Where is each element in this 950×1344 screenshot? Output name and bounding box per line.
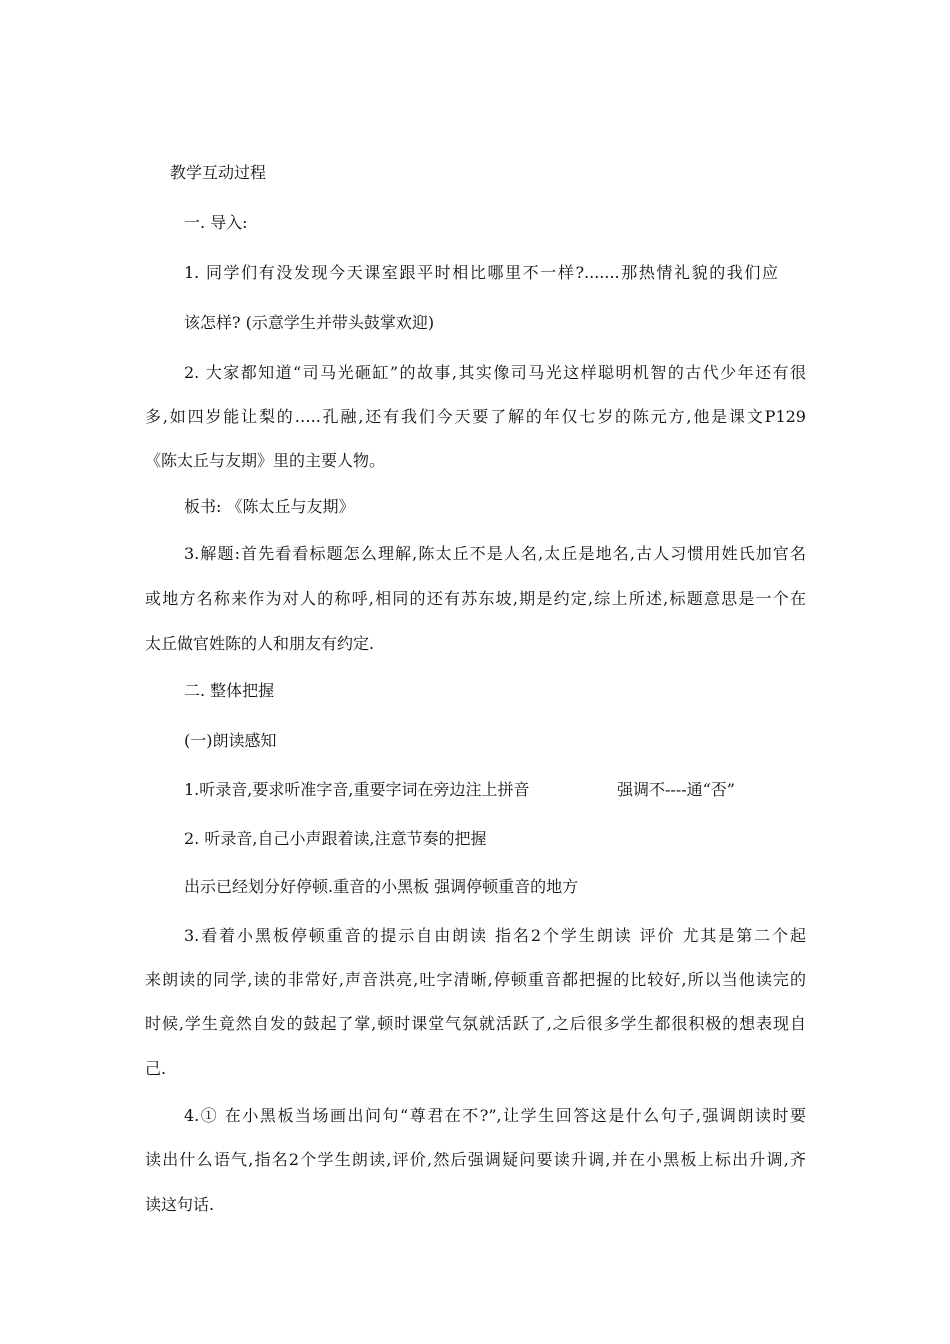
paragraph-line: 该怎样? (示意学生并带头鼓掌欢迎) xyxy=(184,313,435,332)
paragraph-line: 时候,学生竟然自发的鼓起了掌,顿时课堂气氛就活跃了,之后很多学生都很积极的想表现自 xyxy=(145,1014,806,1033)
paragraph-line: 太丘做官姓陈的人和朋友有约定. xyxy=(145,634,375,653)
section-heading-overview: 二. 整体把握 xyxy=(184,681,275,700)
section-heading-intro: 一. 导入: xyxy=(184,213,248,232)
list-item-note: 强调不----通“否” xyxy=(617,780,735,799)
subsection-heading: (一)朗读感知 xyxy=(184,731,277,750)
page-title: 教学互动过程 xyxy=(170,163,267,182)
paragraph-line: 3.看着小黑板停顿重音的提示自由朗读 指名2个学生朗读 评价 尤其是第二个起 xyxy=(184,926,806,945)
list-item: 出示已经划分好停顿.重音的小黑板 强调停顿重音的地方 xyxy=(184,877,579,896)
paragraph-line: 2. 大家都知道“司马光砸缸”的故事,其实像司马光这样聪明机智的古代少年还有很 xyxy=(184,363,806,382)
paragraph-line: 1. 同学们有没发现今天课室跟平时相比哪里不一样?.......那热情礼貌的我们应 xyxy=(184,263,778,282)
list-item: 2. 听录音,自己小声跟着读,注意节奏的把握 xyxy=(184,829,487,848)
paragraph-line: 《陈太丘与友期》里的主要人物。 xyxy=(145,451,386,470)
list-item: 1.听录音,要求听准字音,重要字词在旁边注上拼音 xyxy=(184,780,530,799)
paragraph-line: 读这句话. xyxy=(145,1195,215,1214)
paragraph-line: 3.解题:首先看看标题怎么理解,陈太丘不是人名,太丘是地名,古人习惯用姓氏加官名 xyxy=(184,544,806,563)
paragraph-line: 读出什么语气,指名2个学生朗读,评价,然后强调疑问要读升调,并在小黑板上标出升调,齐 xyxy=(145,1150,806,1169)
board-note: 板书: 《陈太丘与友期》 xyxy=(184,497,355,516)
paragraph-line: 多,如四岁能让梨的…..孔融,还有我们今天要了解的年仅七岁的陈元方,他是课文P129 xyxy=(145,407,806,426)
paragraph-line: 或地方名称来作为对人的称呼,相同的还有苏东坡,期是约定,综上所述,标题意思是一个在 xyxy=(145,589,806,608)
paragraph-line: 己. xyxy=(145,1059,167,1078)
paragraph-line: 4.① 在小黑板当场画出问句“尊君在不?”,让学生回答这是什么句子,强调朗读时要 xyxy=(184,1106,806,1125)
paragraph-line: 来朗读的同学,读的非常好,声音洪亮,吐字清晰,停顿重音都把握的比较好,所以当他读完的 xyxy=(145,970,806,989)
